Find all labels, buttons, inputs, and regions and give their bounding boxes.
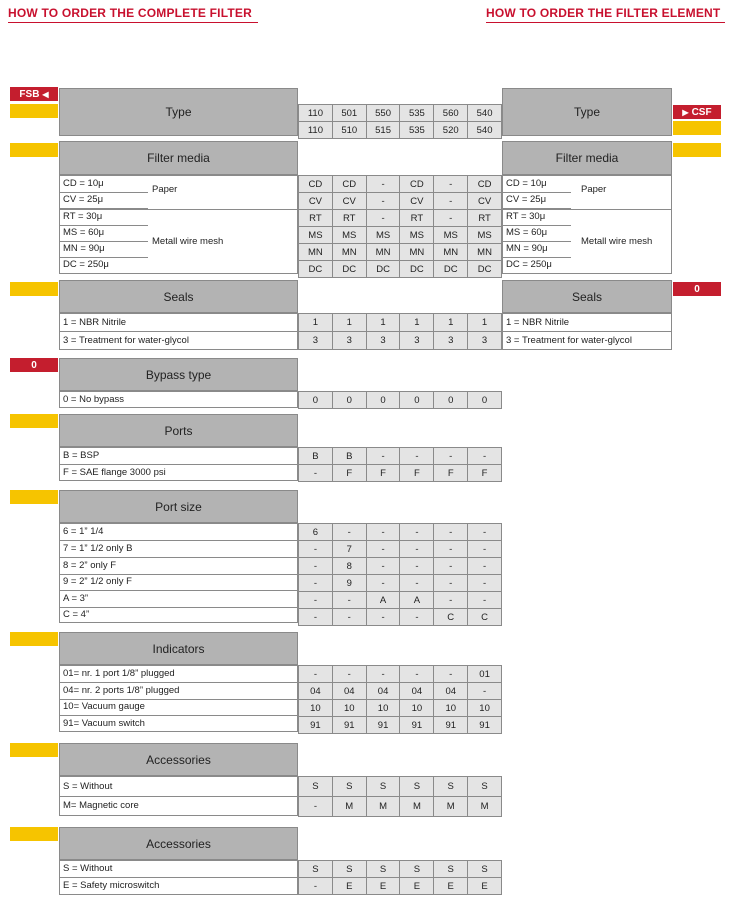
grid-cell: M [366, 797, 400, 817]
grid-cell: 10 [366, 700, 400, 717]
grid-cell: - [400, 541, 434, 558]
slot-accessories-1 [10, 743, 58, 757]
seals-header-right: Seals [502, 280, 672, 313]
grid-cell: 10 [468, 700, 502, 717]
grid-cell: MS [434, 227, 468, 244]
grid-cell: 10 [400, 700, 434, 717]
accessories-1-grid [298, 776, 502, 817]
type-cell: 535 [400, 105, 434, 122]
option-cd: CD = 10μ [60, 176, 148, 193]
grid-cell: CV [299, 193, 333, 210]
grid-cell: E [468, 878, 502, 895]
grid-cell: 6 [299, 524, 333, 541]
slot-indicators [10, 632, 58, 646]
filter-media-header-right: Filter media [502, 141, 672, 175]
grid-cell: DC [332, 261, 366, 278]
grid-cell: - [366, 666, 400, 683]
grid-cell: S [332, 777, 366, 797]
grid-cell: - [366, 176, 400, 193]
grid-cell: - [366, 609, 400, 626]
type-cell: 520 [434, 122, 468, 139]
grid-row [299, 777, 502, 797]
filter-media-options-left [59, 175, 298, 274]
port-size-header: Port size [59, 490, 298, 523]
grid-cell: MN [332, 244, 366, 261]
slot-type [10, 104, 58, 118]
grid-cell: S [366, 861, 400, 878]
type-cell: 515 [366, 122, 400, 139]
type-row-complete [299, 105, 502, 122]
grid-row [299, 609, 502, 626]
grid-cell: 91 [299, 717, 333, 734]
grid-row [299, 524, 502, 541]
grid-cell: - [434, 193, 468, 210]
option-nbr: 1 = NBR Nitrile [503, 315, 671, 332]
grid-cell: CD [400, 176, 434, 193]
grid-cell: F [434, 465, 468, 482]
option-water-glycol: 3 = Treatment for water-glycol [506, 335, 632, 346]
grid-cell: 1 [434, 314, 468, 332]
option-port-9: 9 = 2” 1/2 only F [60, 574, 297, 591]
grid-cell: - [299, 541, 333, 558]
grid-cell: M [400, 797, 434, 817]
grid-row [299, 227, 502, 244]
indicators-header: Indicators [59, 632, 298, 665]
grid-cell: - [366, 558, 400, 575]
ports-header: Ports [59, 414, 298, 447]
grid-cell: - [299, 609, 333, 626]
grid-cell: RT [468, 210, 502, 227]
grid-cell: 0 [400, 392, 434, 409]
type-cell: 510 [332, 122, 366, 139]
group-paper: Paper [581, 184, 607, 195]
grid-row [299, 244, 502, 261]
grid-row [299, 575, 502, 592]
type-header-right: Type [502, 88, 672, 136]
grid-cell: S [299, 861, 333, 878]
grid-cell: - [299, 797, 333, 817]
grid-cell: M [434, 797, 468, 817]
ports-grid [298, 447, 502, 482]
grid-cell: MS [332, 227, 366, 244]
grid-cell: S [332, 861, 366, 878]
filter-media-options-right [502, 175, 672, 274]
grid-cell: S [434, 777, 468, 797]
option-ms: MS = 60μ [60, 225, 148, 242]
grid-row [299, 683, 502, 700]
grid-row [299, 797, 502, 817]
grid-row [299, 558, 502, 575]
grid-row [299, 465, 502, 482]
type-cell: 540 [468, 105, 502, 122]
grid-cell: DC [366, 261, 400, 278]
grid-cell: DC [400, 261, 434, 278]
grid-row [299, 592, 502, 609]
type-cell: 550 [366, 105, 400, 122]
grid-cell: S [366, 777, 400, 797]
type-cell: 560 [434, 105, 468, 122]
slot-type-element [673, 121, 721, 135]
port-size-grid [298, 523, 502, 626]
grid-cell: MN [366, 244, 400, 261]
grid-cell: DC [434, 261, 468, 278]
grid-cell: 0 [299, 392, 333, 409]
grid-cell: 3 [299, 332, 333, 350]
grid-cell: 10 [332, 700, 366, 717]
accessories-2-options [59, 860, 298, 895]
grid-cell: 91 [468, 717, 502, 734]
grid-cell: 7 [332, 541, 366, 558]
grid-cell: F [332, 465, 366, 482]
grid-cell: E [434, 878, 468, 895]
arrow-left-icon: ◀ [42, 89, 49, 99]
seals-grid [298, 313, 502, 350]
bypass-header: Bypass type [59, 358, 298, 391]
option-port-8: 8 = 2” only F [60, 558, 297, 575]
grid-cell: - [468, 575, 502, 592]
grid-cell: B [332, 448, 366, 465]
grid-cell: - [434, 176, 468, 193]
option-magnetic-core: M= Magnetic core [63, 800, 139, 811]
arrow-right-icon: ▶ [682, 107, 689, 117]
grid-cell: - [400, 575, 434, 592]
group-divider [60, 209, 297, 210]
grid-cell: 3 [434, 332, 468, 350]
option-cd: CD = 10μ [503, 176, 571, 193]
option-mn: MN = 90μ [60, 241, 148, 258]
grid-row [299, 878, 502, 895]
grid-cell: 91 [434, 717, 468, 734]
type-cell: 110 [299, 122, 333, 139]
grid-cell: 10 [434, 700, 468, 717]
ports-options [59, 447, 298, 481]
grid-cell: - [299, 575, 333, 592]
grid-cell: 0 [332, 392, 366, 409]
grid-cell: 91 [400, 717, 434, 734]
grid-cell: - [434, 541, 468, 558]
grid-cell: - [434, 524, 468, 541]
bypass-options [59, 391, 298, 408]
slot-filter-media-element [673, 143, 721, 157]
option-port-7: 7 = 1” 1/2 only B [60, 541, 297, 558]
heading-filter-element: HOW TO ORDER THE FILTER ELEMENT [486, 6, 725, 23]
grid-row [299, 717, 502, 734]
grid-cell: 10 [299, 700, 333, 717]
grid-cell: 04 [366, 683, 400, 700]
grid-cell: MS [299, 227, 333, 244]
grid-cell: CD [468, 176, 502, 193]
grid-cell: 3 [332, 332, 366, 350]
grid-row [299, 193, 502, 210]
grid-cell: - [366, 575, 400, 592]
grid-cell: - [299, 592, 333, 609]
grid-row [299, 261, 502, 278]
grid-cell: A [366, 592, 400, 609]
option-bsp: B = BSP [60, 448, 297, 465]
grid-cell: A [400, 592, 434, 609]
grid-cell: - [434, 592, 468, 609]
slot-accessories-2 [10, 827, 58, 841]
group-paper: Paper [152, 184, 178, 195]
slot-filter-media [10, 143, 58, 157]
slot-ports [10, 414, 58, 428]
grid-cell: M [332, 797, 366, 817]
grid-cell: - [366, 193, 400, 210]
grid-cell: S [299, 777, 333, 797]
grid-cell: - [468, 683, 502, 700]
grid-cell: - [434, 448, 468, 465]
grid-cell: - [400, 524, 434, 541]
option-ms: MS = 60μ [503, 225, 571, 242]
grid-cell: DC [299, 261, 333, 278]
grid-cell: - [434, 210, 468, 227]
option-dc: DC = 250μ [506, 259, 552, 270]
grid-cell: - [468, 541, 502, 558]
grid-cell: MS [400, 227, 434, 244]
accessories-2-header: Accessories [59, 827, 298, 860]
grid-cell: - [332, 609, 366, 626]
grid-row [299, 700, 502, 717]
grid-row [299, 666, 502, 683]
grid-row [299, 314, 502, 332]
group-divider [503, 209, 671, 210]
option-indicator-10: 10= Vacuum gauge [60, 699, 297, 716]
grid-cell: 01 [468, 666, 502, 683]
grid-cell: 04 [299, 683, 333, 700]
option-mn: MN = 90μ [503, 241, 571, 258]
grid-cell: 0 [366, 392, 400, 409]
option-indicator-91: 91= Vacuum switch [63, 718, 145, 729]
grid-cell: DC [468, 261, 502, 278]
grid-row [299, 541, 502, 558]
slot-seals [10, 282, 58, 296]
grid-cell: - [332, 592, 366, 609]
grid-cell: CV [332, 193, 366, 210]
grid-cell: CD [332, 176, 366, 193]
option-safety-microswitch: E = Safety microswitch [63, 880, 160, 891]
grid-cell: F [366, 465, 400, 482]
grid-cell: 91 [366, 717, 400, 734]
grid-cell: - [468, 592, 502, 609]
type-cell: 501 [332, 105, 366, 122]
option-sae-flange: F = SAE flange 3000 psi [63, 467, 166, 478]
slot-port-size [10, 490, 58, 504]
filter-media-header-left: Filter media [59, 141, 298, 175]
grid-cell: E [400, 878, 434, 895]
bypass-grid [298, 391, 502, 409]
grid-cell: 0 [434, 392, 468, 409]
grid-cell: C [468, 609, 502, 626]
grid-cell: 04 [332, 683, 366, 700]
grid-cell: CV [468, 193, 502, 210]
option-port-c: C = 4” [63, 609, 90, 620]
option-cv: CV = 25μ [60, 192, 148, 209]
code-fsb-text: FSB [19, 88, 40, 100]
bypass-value: 0 [10, 358, 58, 372]
grid-cell: RT [299, 210, 333, 227]
seals-options-left [59, 313, 298, 350]
option-dc: DC = 250μ [63, 259, 109, 270]
filter-media-grid [298, 175, 502, 278]
grid-cell: 3 [400, 332, 434, 350]
grid-cell: 04 [400, 683, 434, 700]
grid-cell: 1 [400, 314, 434, 332]
option-nbr: 1 = NBR Nitrile [60, 315, 297, 332]
grid-row [299, 861, 502, 878]
type-row-element [299, 122, 502, 139]
grid-cell: MN [434, 244, 468, 261]
grid-cell: 9 [332, 575, 366, 592]
grid-cell: F [400, 465, 434, 482]
grid-cell: E [366, 878, 400, 895]
grid-cell: 3 [468, 332, 502, 350]
group-wire-mesh: Metall wire mesh [152, 236, 224, 247]
grid-cell: MS [468, 227, 502, 244]
grid-cell: M [468, 797, 502, 817]
seals-element-value: 0 [673, 282, 721, 296]
grid-cell: MN [299, 244, 333, 261]
grid-cell: - [400, 448, 434, 465]
grid-cell: B [299, 448, 333, 465]
grid-cell: - [299, 558, 333, 575]
grid-cell: 91 [332, 717, 366, 734]
grid-cell: S [400, 777, 434, 797]
grid-row [299, 210, 502, 227]
port-size-options [59, 523, 298, 623]
type-cell: 540 [468, 122, 502, 139]
grid-cell: E [332, 878, 366, 895]
grid-cell: - [299, 878, 333, 895]
option-without: S = Without [60, 778, 297, 797]
option-no-bypass: 0 = No bypass [63, 394, 124, 405]
grid-row [299, 448, 502, 465]
grid-cell: 8 [332, 558, 366, 575]
option-without: S = Without [60, 861, 297, 878]
seals-header-left: Seals [59, 280, 298, 313]
option-rt: RT = 30μ [60, 208, 148, 226]
grid-cell: - [366, 541, 400, 558]
type-cell: 535 [400, 122, 434, 139]
indicators-options [59, 665, 298, 732]
grid-cell: - [434, 666, 468, 683]
option-indicator-01: 01= nr. 1 port 1/8” plugged [60, 666, 297, 683]
grid-cell: - [366, 448, 400, 465]
grid-cell: 0 [468, 392, 502, 409]
option-port-a: A = 3” [60, 591, 297, 608]
seals-options-right [502, 313, 672, 350]
type-header-left: Type [59, 88, 298, 136]
grid-cell: - [366, 524, 400, 541]
grid-row [299, 392, 502, 409]
grid-cell: CD [299, 176, 333, 193]
grid-cell: - [332, 524, 366, 541]
grid-cell: F [468, 465, 502, 482]
indicators-grid [298, 665, 502, 734]
grid-cell: - [299, 465, 333, 482]
heading-complete-filter: HOW TO ORDER THE COMPLETE FILTER [8, 6, 258, 23]
grid-cell: 1 [332, 314, 366, 332]
grid-cell: - [400, 609, 434, 626]
grid-cell: - [299, 666, 333, 683]
grid-cell: S [468, 861, 502, 878]
grid-cell: RT [332, 210, 366, 227]
grid-cell: C [434, 609, 468, 626]
code-csf-text: CSF [691, 106, 712, 118]
grid-cell: MN [468, 244, 502, 261]
grid-row [299, 332, 502, 350]
accessories-1-header: Accessories [59, 743, 298, 776]
grid-cell: MN [400, 244, 434, 261]
grid-cell: RT [400, 210, 434, 227]
type-grid [298, 104, 502, 139]
type-cell: 110 [299, 105, 333, 122]
accessories-1-options [59, 776, 298, 816]
grid-cell: - [400, 558, 434, 575]
grid-cell: S [400, 861, 434, 878]
grid-cell: 1 [468, 314, 502, 332]
grid-cell: - [400, 666, 434, 683]
option-port-6: 6 = 1” 1/4 [60, 524, 297, 541]
option-indicator-04: 04= nr. 2 ports 1/8” plugged [60, 683, 297, 700]
option-water-glycol: 3 = Treatment for water-glycol [63, 335, 189, 346]
grid-cell: S [434, 861, 468, 878]
option-rt: RT = 30μ [503, 208, 571, 226]
option-cv: CV = 25μ [503, 192, 571, 209]
grid-cell: - [468, 558, 502, 575]
grid-cell: - [434, 575, 468, 592]
grid-cell: 04 [434, 683, 468, 700]
accessories-2-grid [298, 860, 502, 895]
grid-cell: S [468, 777, 502, 797]
grid-cell: 1 [299, 314, 333, 332]
group-wire-mesh: Metall wire mesh [581, 236, 653, 247]
grid-cell: MS [366, 227, 400, 244]
grid-row [299, 176, 502, 193]
grid-cell: - [434, 558, 468, 575]
grid-cell: CV [400, 193, 434, 210]
grid-cell: 3 [366, 332, 400, 350]
grid-cell: - [366, 210, 400, 227]
grid-cell: - [468, 524, 502, 541]
grid-cell: - [468, 448, 502, 465]
grid-cell: - [332, 666, 366, 683]
grid-cell: 1 [366, 314, 400, 332]
